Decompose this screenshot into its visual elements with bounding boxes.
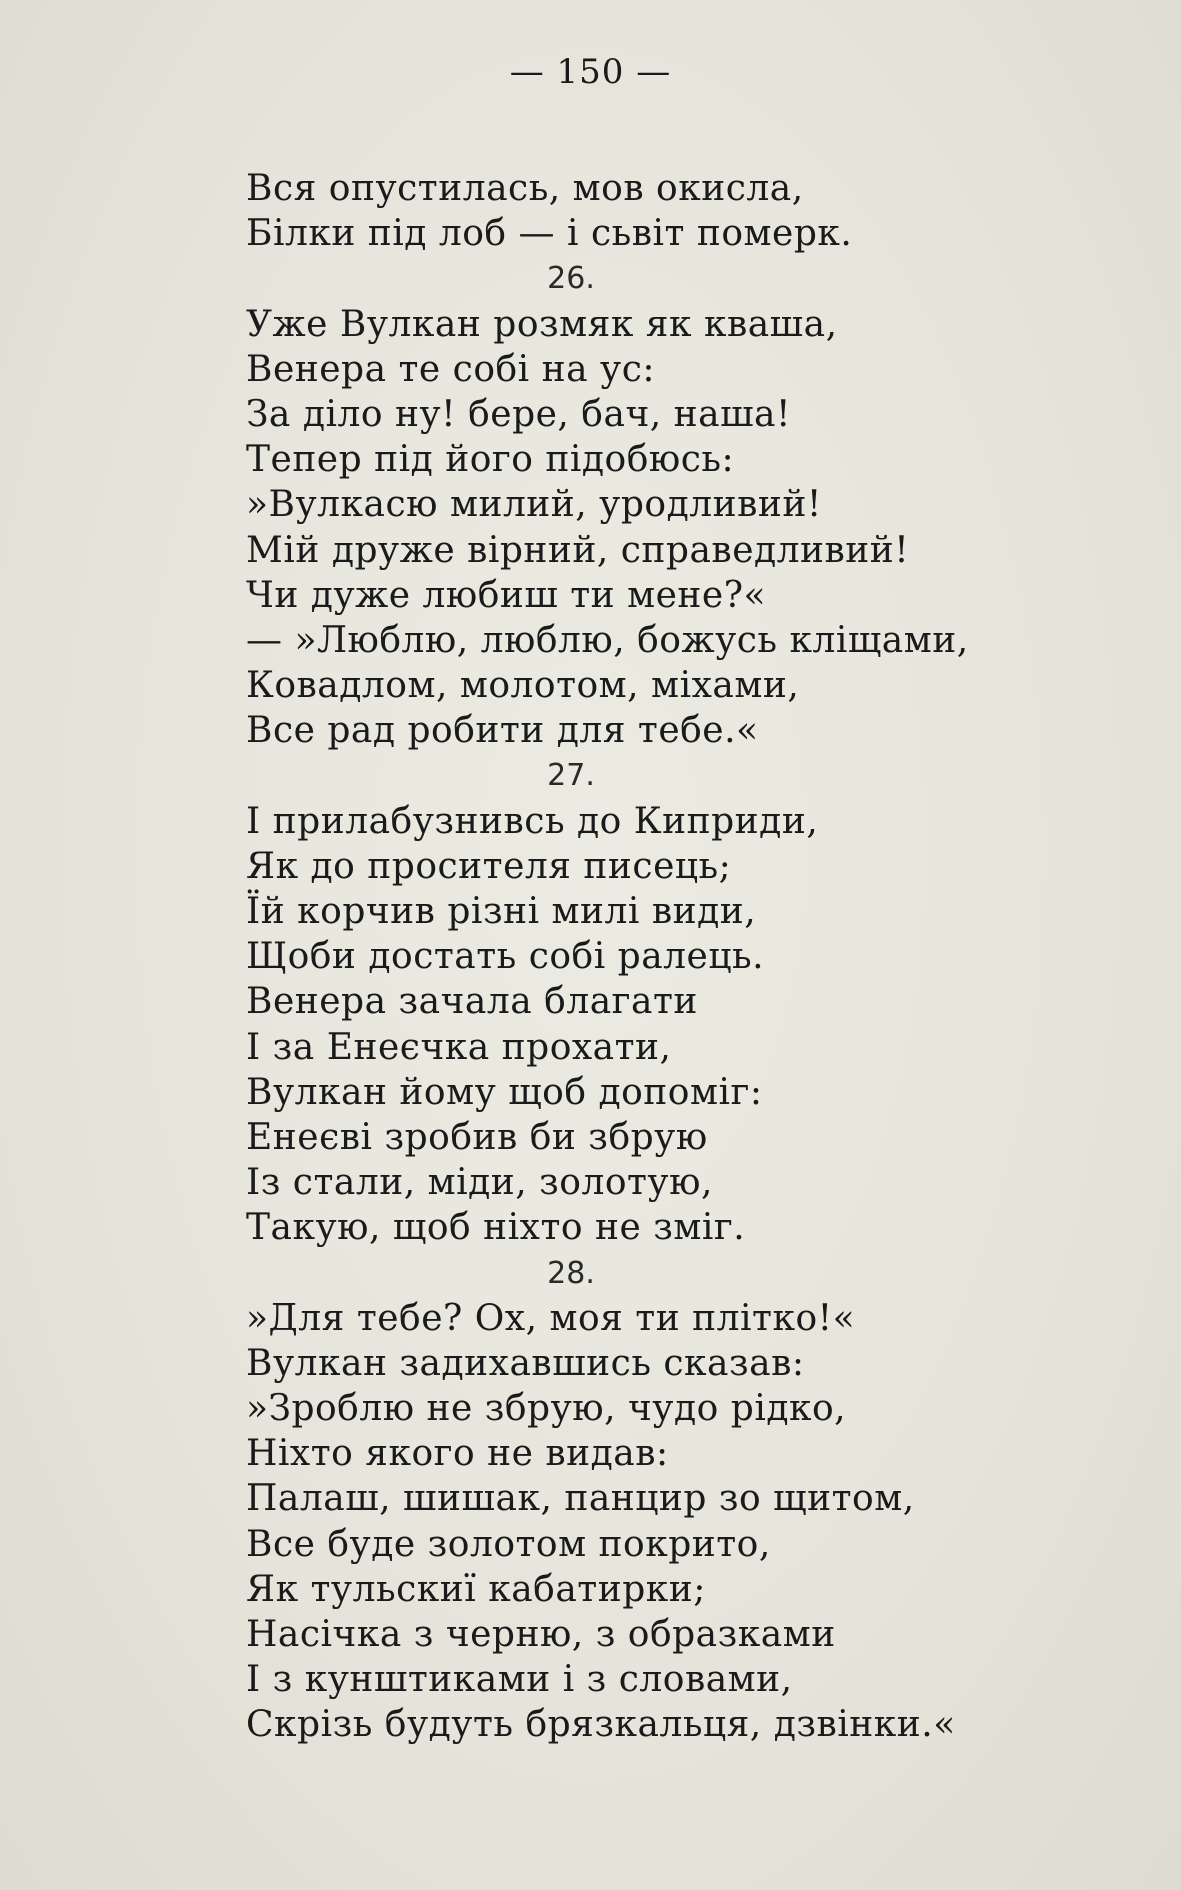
verse-line: Скрізь будуть брязкальця, дзвінки.« (246, 1704, 956, 1746)
verse-line: »Вулкасю милий, уродливий! (246, 484, 822, 526)
verse-line: Білки під лоб — і сьвіт померк. (246, 213, 853, 255)
stanza-number: 28. (547, 1255, 595, 1291)
verse-line: Все буде золотом покрито, (246, 1523, 771, 1565)
verse-line: »Зроблю не збрую, чудо рідко, (246, 1388, 847, 1430)
verse-line: Вулкан йому щоб допоміг: (246, 1071, 763, 1113)
stanza-number: 26. (547, 261, 595, 297)
verse-line: Венера зачала благати (246, 981, 698, 1023)
verse-line: Чи дуже любиш ти мене?« (246, 574, 767, 616)
verse-line: І за Енеєчка прохати, (246, 1026, 672, 1068)
verse-line: Вулкан задихавшись сказав: (246, 1342, 805, 1384)
verse-line: Енеєві зробив би збрую (246, 1116, 708, 1158)
verse-line: Їй корчив різні милі види, (246, 891, 757, 932)
verse-line: Все рад робити для тебе.« (246, 710, 759, 752)
poem-text (246, 166, 1066, 1748)
verse-line: Ковадлом, молотом, міхами, (246, 665, 800, 707)
page-number: — 150 — (509, 52, 672, 92)
verse-line: І з кунштиками і з словами, (246, 1659, 793, 1701)
verse-line: Ніхто якого не видав: (246, 1433, 669, 1475)
verse-line: Мій друже вірний, справедливий! (246, 529, 910, 571)
verse-line: Уже Вулкан розмяк як кваша, (246, 303, 838, 345)
verse-line: Тепер під його підобюсь: (246, 439, 735, 481)
verse-line: — »Люблю, люблю, божусь кліщами, (246, 619, 969, 661)
verse-line: Щоби достать собі ралець. (246, 936, 765, 978)
verse-line: Палаш, шишак, панцир зо щитом, (246, 1478, 915, 1520)
verse-line: Із стали, міди, золотую, (246, 1162, 713, 1204)
verse-line: І прилабузнивсь до Киприди, (246, 800, 819, 842)
stanza-number: 27. (547, 758, 595, 794)
verse-line: Вся опустилась, мов окисла, (246, 168, 804, 209)
verse-line: Як до просителя писець; (246, 845, 732, 887)
verse-line: Такую, щоб ніхто не зміг. (246, 1207, 746, 1249)
verse-line: Як тульскиї кабатирки; (246, 1568, 706, 1610)
verse-line: Венера те собі на ус: (246, 348, 656, 390)
verse-line: За діло ну! бере, бач, наша! (246, 393, 791, 435)
verse-line: Насічка з черню, з образками (246, 1614, 836, 1655)
verse-line: »Для тебе? Ох, моя ти плітко!« (246, 1297, 856, 1339)
